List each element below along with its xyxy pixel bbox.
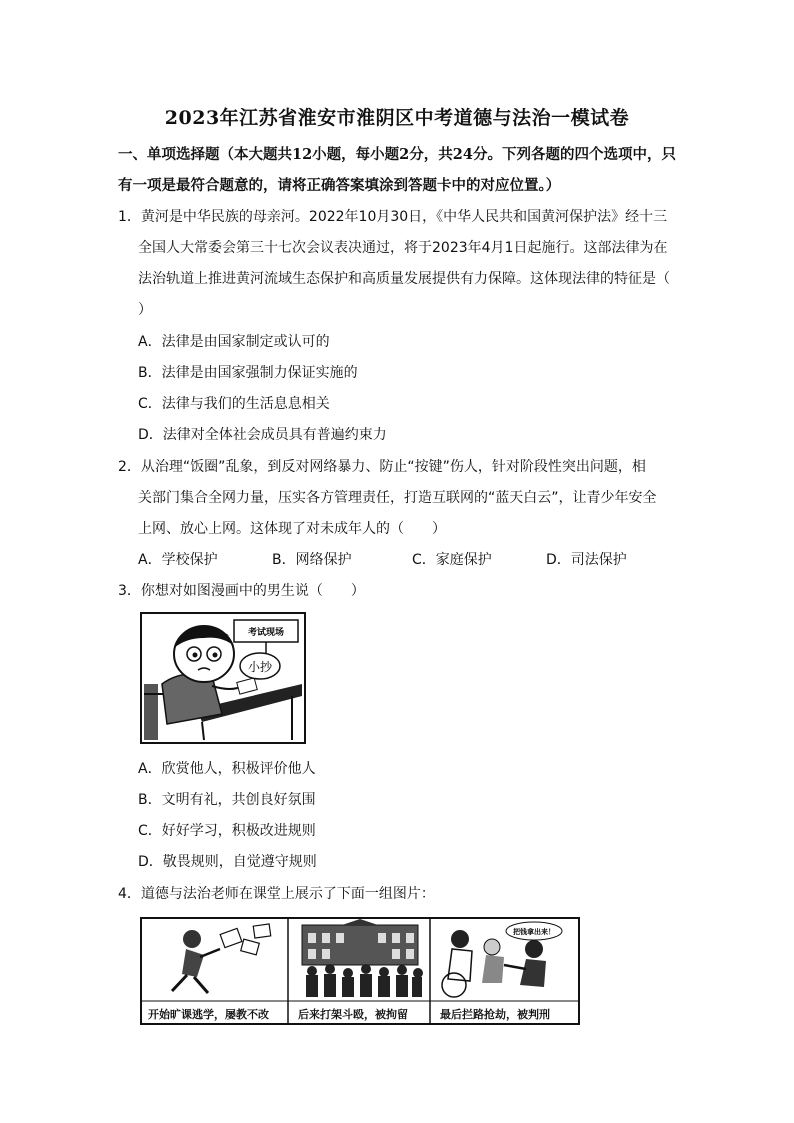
q1-option-c[interactable]: C．法律与我们的生活息息相关 [138,396,330,412]
q1-option-d[interactable]: D．法律对全体社会成员具有普遍约束力 [138,427,387,443]
q3-bubble-text: 小抄 [247,660,273,674]
q3-option-c[interactable]: C．好好学习，积极改进规则 [138,823,316,839]
q2-option-b[interactable]: B．网络保护 [272,552,352,568]
q1-option-a[interactable]: A．法律是由国家制定或认可的 [138,334,330,350]
q4-caption-3: 最后拦路抢劫，被判刑 [440,1008,550,1021]
q3-cartoon [140,612,306,744]
q2-option-a[interactable]: A．学校保护 [138,552,218,568]
q3-cartoon-drawing [142,614,304,742]
q3-stem: 3．你想对如图漫画中的男生说（ ） [118,583,365,599]
q3-sign-text: 考试现场 [247,628,285,638]
section-heading-line-2: 有一项是最符合题意的，请将正确答案填涂到答题卡中的对应位置。） [118,177,561,194]
page-title: 2023年江苏省淮安市淮阴区中考道德与法治一模试卷 [164,107,630,129]
q1-option-b[interactable]: B．法律是由国家强制力保证实施的 [138,365,358,381]
section-heading-line-1: 一、单项选择题（本大题共12小题，每小题2分，共24分。下列各题的四个选项中，只 [118,146,676,163]
q1-stem-line-3: 法治轨道上推进黄河流域生态保护和高质量发展提供有力保障。这体现法律的特征是（ [138,271,670,287]
q2-option-d[interactable]: D．司法保护 [546,552,627,568]
q4-caption-2: 后来打架斗殴，被拘留 [298,1008,408,1021]
q1-stem-line-2: 全国人大常委会第三十七次会议表决通过，将于2023年4月1日起施行。这部法律为在 [138,240,668,256]
q2-option-c[interactable]: C．家庭保护 [412,552,492,568]
q4-robbery-bubble-text: 把钱拿出来！ [513,927,555,936]
q4-comic-strip [140,917,580,1025]
q3-option-d[interactable]: D．敬畏规则，自觉遵守规则 [138,854,317,870]
q3-option-b[interactable]: B．文明有礼，共创良好氛围 [138,792,316,808]
q1-stem-line-1: 1．黄河是中华民族的母亲河。2022年10月30日，《中华人民共和国黄河保护法》经十三 [118,209,668,225]
q2-stem-line-1: 2．从治理“饭圈”乱象，到反对网络暴力、防止“按键”伤人，针对阶段性突出问题，相 [118,459,646,475]
q2-stem-line-2: 关部门集合全网力量，压实各方管理责任，打造互联网的“蓝天白云”，让青少年安全 [138,490,657,506]
q2-stem-line-3: 上网、放心上网。这体现了对未成年人的（ ） [138,521,446,537]
q1-stem-line-4: ） [138,302,152,318]
q3-option-a[interactable]: A．欣赏他人，积极评价他人 [138,761,316,777]
q4-caption-1: 开始旷课逃学，屡教不改 [148,1008,269,1021]
q4-stem: 4．道德与法治老师在课堂上展示了下面一组图片： [118,886,435,902]
